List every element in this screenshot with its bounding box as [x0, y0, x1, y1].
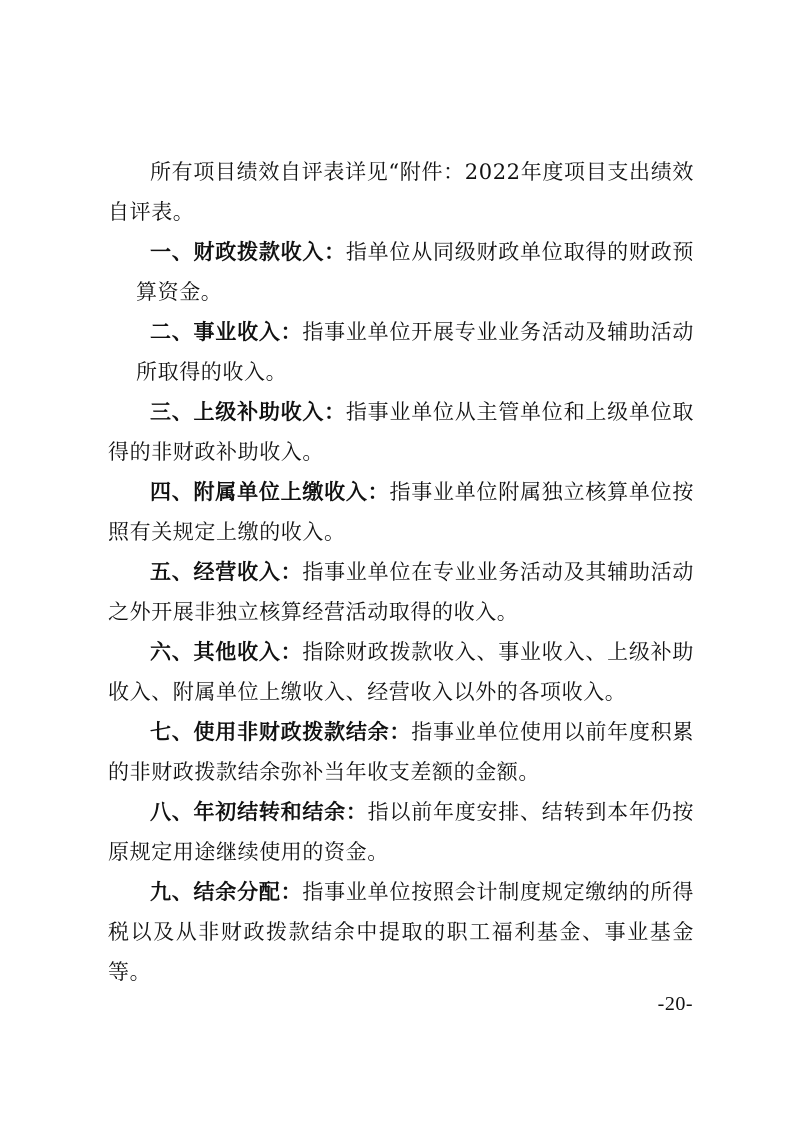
intro-text: 所有项目绩效自评表详见“附件：2022年度项目支出绩效自评表。	[108, 160, 694, 224]
definition-paragraph-1	[136, 232, 694, 312]
definition-term: 八、年初结转和结余：	[150, 800, 368, 824]
page-number: -20-	[657, 993, 693, 1015]
definition-text: 指事业单位使用以前年度积累的非财政拨款结余弥补当年收支差额的金额。	[108, 720, 694, 784]
definition-term: 四、附属单位上缴收入：	[150, 480, 390, 504]
definition-paragraph-4	[108, 472, 694, 552]
definition-text: 指除财政拨款收入、事业收入、上级补助收入、附属单位上缴收入、经营收入以外的各项收入。	[108, 640, 694, 704]
definition-paragraph-2	[136, 312, 694, 392]
definition-term: 二、事业收入：	[150, 320, 303, 344]
definition-paragraph-9	[108, 872, 694, 992]
definition-text: 指事业单位附属独立核算单位按照有关规定上缴的收入。	[108, 480, 694, 544]
definition-paragraph-5	[108, 552, 694, 632]
definition-paragraph-3	[108, 392, 694, 472]
definition-paragraph-7	[108, 712, 694, 792]
definition-term: 五、经营收入：	[150, 560, 303, 584]
definition-term: 六、其他收入：	[150, 640, 303, 664]
definition-term: 三、上级补助收入：	[150, 400, 346, 424]
definition-paragraph-6	[108, 632, 694, 712]
definition-text: 指事业单位从主管单位和上级单位取得的非财政补助收入。	[108, 400, 694, 464]
definition-text: 指以前年度安排、结转到本年仍按原规定用途继续使用的资金。	[108, 800, 695, 864]
definition-text: 指事业单位开展专业业务活动及辅助活动所取得的收入。	[136, 320, 694, 384]
definition-text: 指事业单位按照会计制度规定缴纳的所得税以及从非财政拨款结余中提取的职工福利基金、事业基金等。	[108, 880, 694, 984]
definition-paragraph-8	[108, 792, 694, 872]
definition-term: 七、使用非财政拨款结余：	[150, 720, 412, 744]
definition-text: 指单位从同级财政单位取得的财政预算资金。	[136, 240, 694, 304]
definition-term: 九、结余分配：	[150, 880, 303, 904]
definition-term: 一、财政拨款收入：	[150, 240, 346, 264]
definition-text: 指事业单位在专业业务活动及其辅助活动之外开展非独立核算经营活动取得的收入。	[108, 560, 694, 624]
intro-paragraph	[108, 152, 694, 232]
